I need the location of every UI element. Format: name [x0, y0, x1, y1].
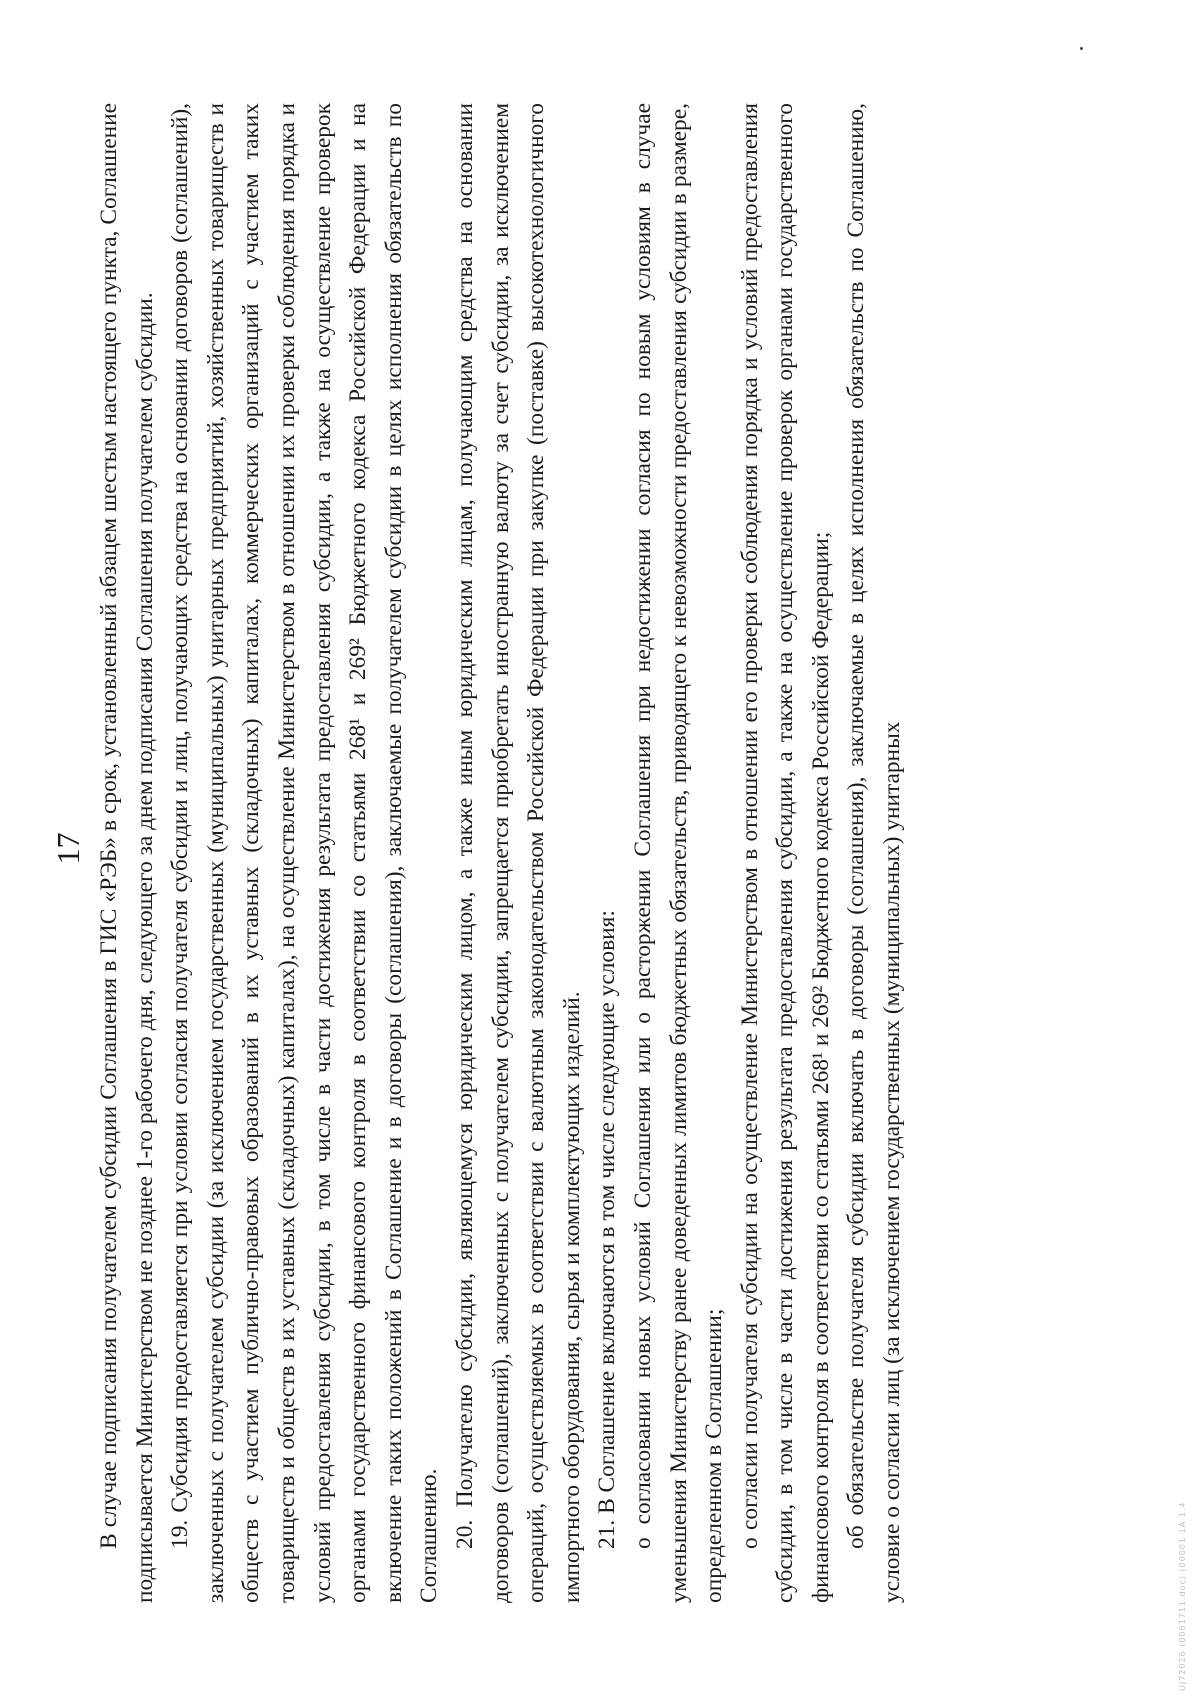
page-number: 17 [50, 832, 86, 865]
paragraph-19: 19. Субсидия предоставляется при условии согласия получателя субсидии и лиц, получающих средства на основании договоров (соглашений), заключенных с получателем субсидии (за исключением государственных (муниципальных) унитарных предприятий, хозяйственных товариществ и обществ с участием публично-правовых образований в их уставных (складочных) капиталах, коммерческих организаций с участием таких товариществ и обществ в их уставных (складочных) капиталах), на осуществление Министерством в отношении их проверки соблюдения порядка и условий предоставления субсидии, в том числе в части достижения результата предоставления субсидии, а также на осуществление проверок органами государственного финансового контроля в соответствии со статьями 268¹ и 269² Бюджетного кодекса Российской Федерации и на включение таких положений в Соглашение и в договоры (соглашения), заключаемые получателем субсидии в целях исполнения обязательств по Соглашению. [167, 103, 443, 1603]
scan-footer-mark: UJ72026 (0061711.doc) (00001 1A 1.4 [1178, 1501, 1187, 1691]
document-body [92, 103, 911, 1603]
paragraph-21-condition-3: об обязательстве получателя субсидии включать в договоры (соглашения), заключаемые в целях исполнения обязательств по Соглашению, условие о согласии лиц (за исключением государственных (муниципальных) унитарных [843, 103, 906, 1603]
paragraph-21-condition-2: о согласии получателя субсидии на осуществление Министерством в отношении его проверки соблюдения порядка и условий предоставления субсидии, в том числе в части достижения результата предоставления субсидии, а также на осуществление проверок органами государственного финансового контроля в соответствии со статьями 268¹ и 269² Бюджетного кодекса Российской Федерации; [736, 103, 834, 1603]
paragraph-1: В случае подписания получателем субсидии Соглашения в ГИС «РЭБ» в срок, установленный абзацем шестым настоящего пункта, Соглашение подписывается Министерством не позднее 1-го рабочего дня, следующего за днем подписания Соглашения получателем субсидии. [96, 103, 158, 1603]
paragraph-20: 20. Получателю субсидии, являющемуся юридическим лицом, а также иным юридическим лицам, получающим средства на основании договоров (соглашений), заключенных с получателем субсидии, запрещается приобретать иностранную валюту за счет субсидии, за исключением операций, осуществляемых в соответствии с валютным законодательством Российской Федерации при закупке (поставке) высокотехнологичного импортного оборудования, сырья и комплектующих изделий. [451, 103, 585, 1603]
paragraph-21: 21. В Соглашение включаются в том числе следующие условия: [594, 910, 621, 1549]
paragraph-21-condition-1: о согласовании новых условий Соглашения или о расторжении Соглашения при недостижении согласия по новым условиям в случае уменьшения Министерству ранее доведенных лимитов бюджетных обязательств, приводящего к невозможности предоставления субсидии в размере, определенном в Соглашении; [629, 103, 728, 1603]
